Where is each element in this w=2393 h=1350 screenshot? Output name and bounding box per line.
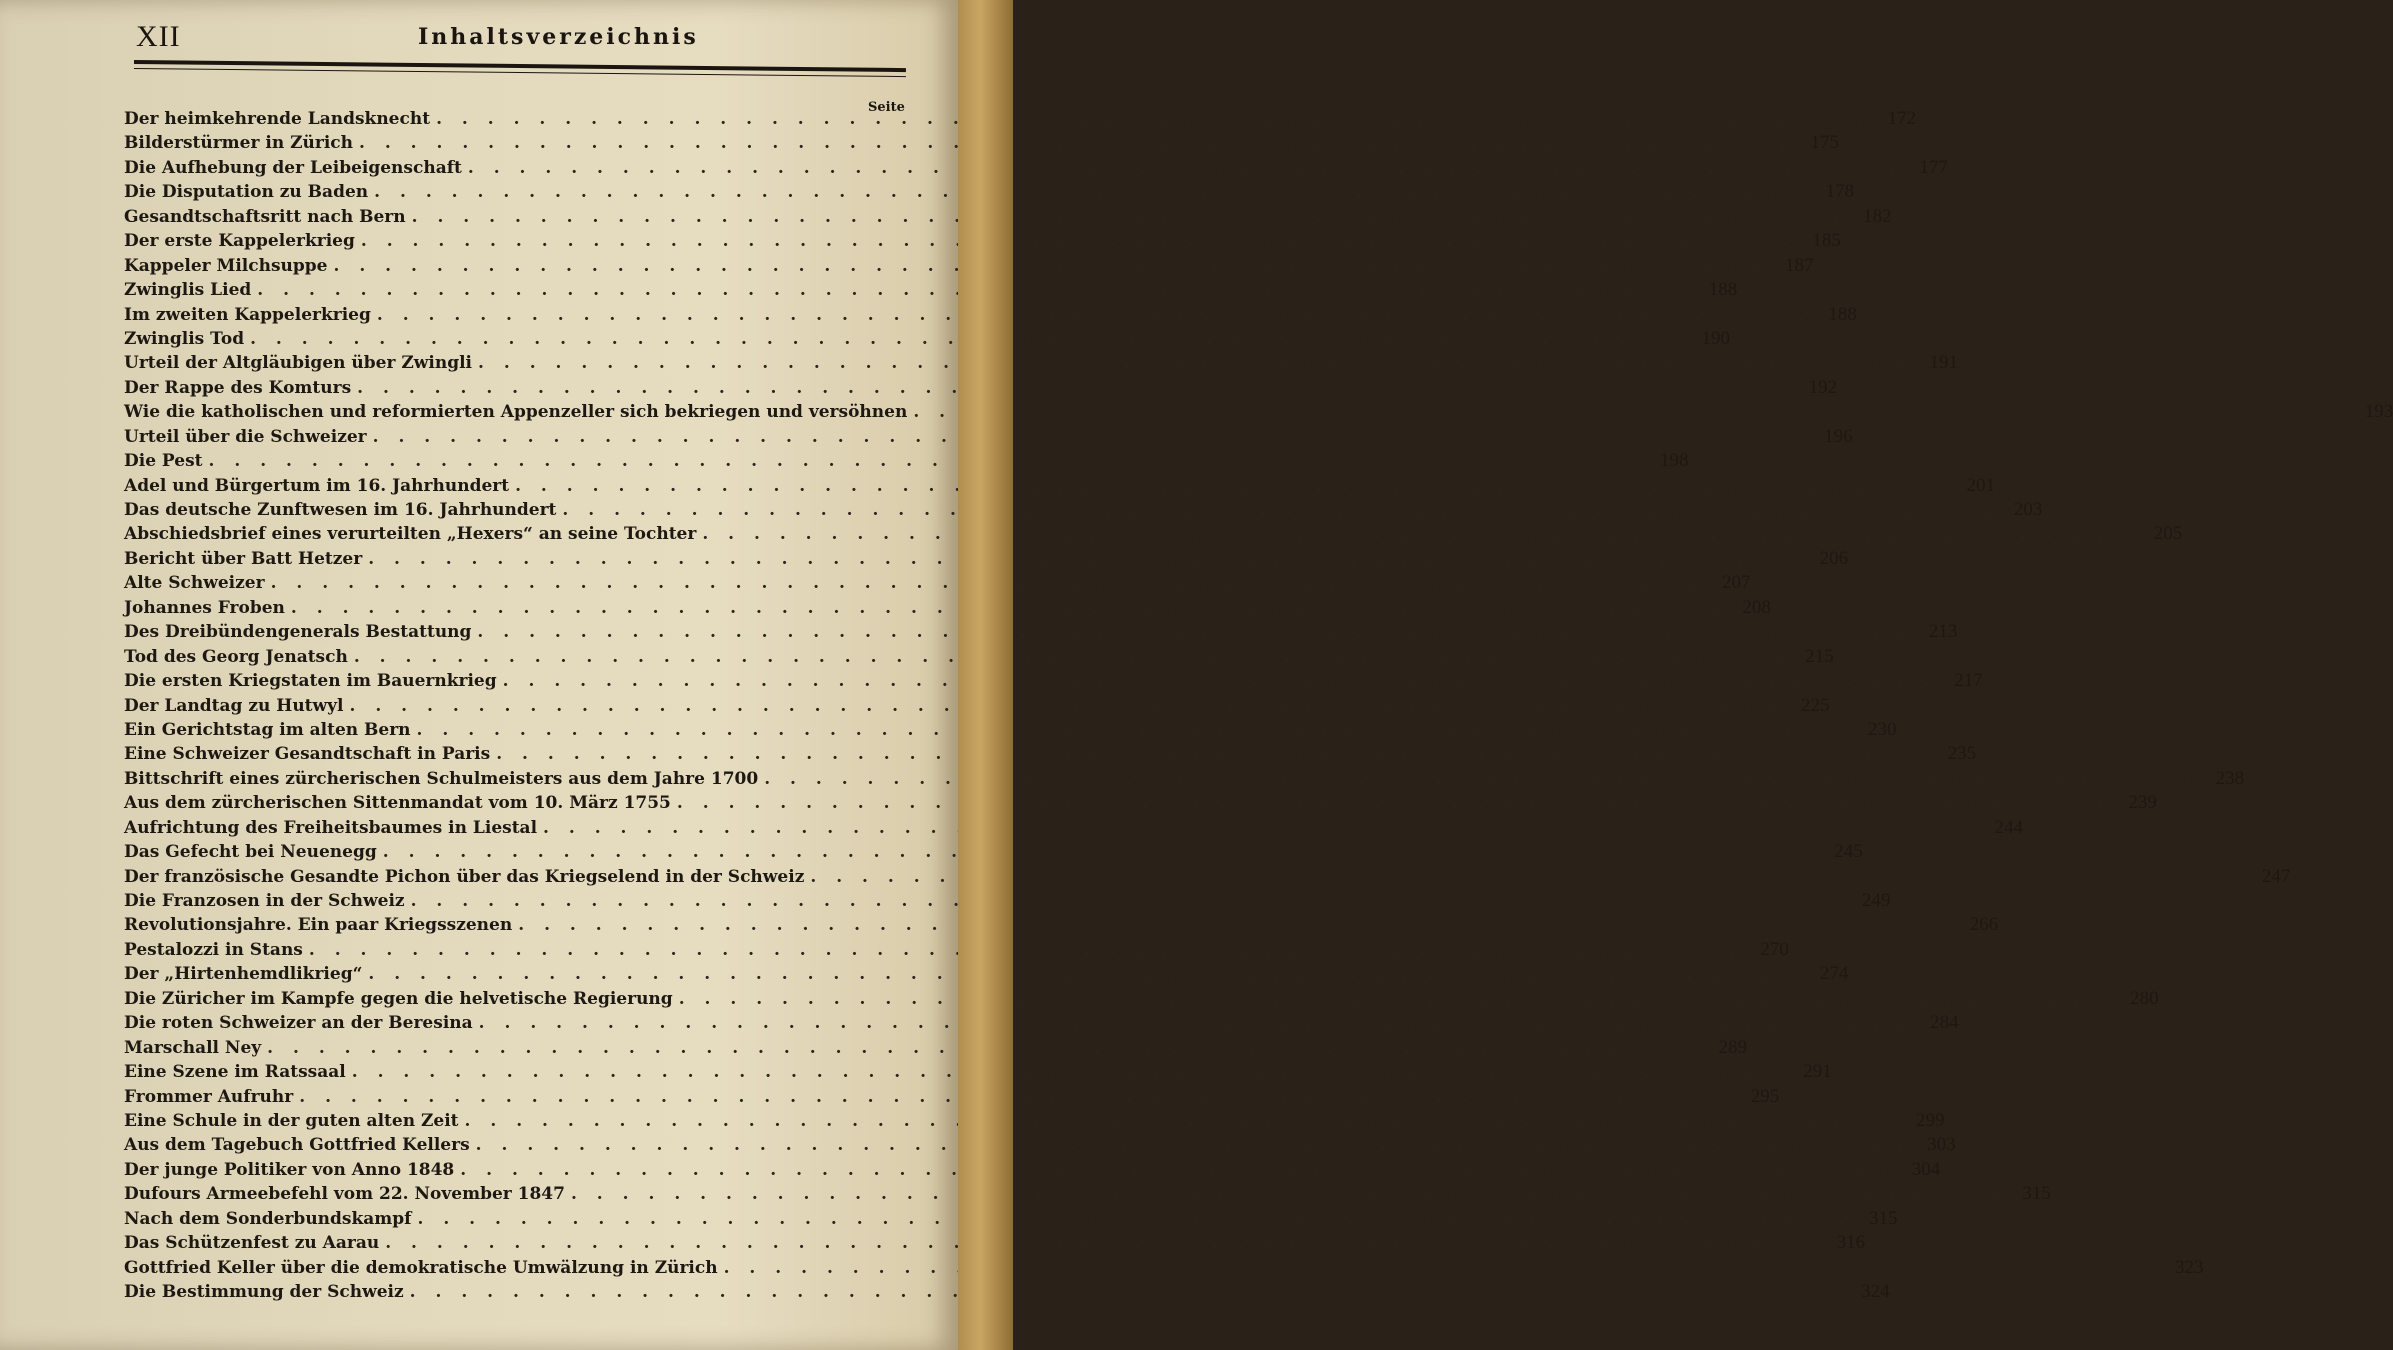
dot-leader (417, 720, 1851, 740)
toc-entry-page: 188 (1708, 279, 1738, 301)
toc-entry (124, 181, 1855, 205)
toc-entry (124, 499, 2043, 523)
toc-entry-page: 244 (1994, 816, 2023, 838)
toc-entry-page: 201 (1966, 474, 1996, 496)
toc-entry-page: 284 (1930, 1012, 1959, 1034)
toc-entry-page: 315 (1868, 1207, 1898, 1229)
toc-entry-title: Frommer Aufruhr (124, 1086, 294, 1107)
dot-leader (724, 1258, 2158, 1278)
toc-entry-title: Die Züricher im Kampfe gegen die helvetische Regierung (124, 988, 673, 1009)
toc-entry (124, 987, 2159, 1012)
toc-entry-title: Der heimkehrende Landsknecht (124, 109, 431, 129)
dot-leader (373, 427, 1807, 447)
toc-entry (124, 596, 1771, 621)
toc-entry-page: 274 (1819, 963, 1849, 985)
toc-entry-title: Kappeler Milchsuppe (124, 255, 328, 276)
toc-entry (124, 1012, 1959, 1036)
dot-leader (334, 256, 1768, 276)
dot-leader (309, 940, 1743, 960)
toc-entry-title: Pestalozzi in Stans (124, 939, 303, 960)
toc-entry-page: 182 (1863, 205, 1892, 227)
dot-leader (476, 1135, 1910, 1155)
toc-entry-title: Aufrichtung des Freiheitsbaumes in Liestal (124, 817, 538, 838)
toc-entry (124, 1061, 1832, 1085)
dot-leader (412, 207, 1846, 227)
toc-entry-page: 207 (1722, 572, 1751, 594)
toc-entry (124, 1085, 1780, 1110)
toc-entry-title: Der französische Gesandte Pichon über das Kriegselend in der Schweiz (124, 866, 805, 887)
toc-entry (124, 914, 1999, 938)
toc-entry-title: Urteil über die Schweizer (124, 426, 367, 447)
dot-leader (515, 476, 1949, 496)
toc-entry-page: 225 (1800, 694, 1830, 716)
toc-entry-page: 172 (1887, 108, 1917, 129)
dot-leader (468, 158, 1902, 178)
toc-entry-title: Wie die katholischen und reformierten Appenzeller sich bekriegen und versöhnen (124, 402, 908, 423)
toc-entry-page: 239 (2128, 792, 2157, 814)
toc-entry-title: Alte Schweizer (124, 573, 265, 594)
table-of-contents (124, 108, 2393, 1305)
toc-entry-page: 206 (1819, 547, 1849, 569)
toc-entry-page: 185 (1812, 230, 1841, 252)
toc-entry-title: Im zweiten Kappelerkrieg (124, 304, 371, 325)
toc-entry-page: 178 (1825, 181, 1855, 203)
toc-entry-page: 303 (1927, 1134, 1956, 1156)
dot-leader (702, 524, 2136, 544)
toc-entry-title: Marschall Ney (124, 1037, 262, 1058)
toc-entry-page: 205 (2153, 523, 2183, 545)
dot-leader (350, 696, 1784, 716)
dot-leader (477, 622, 1911, 642)
toc-entry-page: 245 (1834, 841, 1863, 863)
dot-leader (518, 915, 1952, 935)
header-rule-thick (134, 60, 906, 72)
dot-leader (543, 818, 1977, 838)
toc-entry-page: 299 (1915, 1109, 1945, 1131)
dot-leader (361, 231, 1795, 251)
dot-leader (299, 1087, 1733, 1107)
toc-entry (124, 547, 1849, 572)
dot-leader (359, 133, 1793, 153)
toc-entry-title: Aus dem zürcherischen Sittenmandat vom 10. März 1755 (124, 793, 671, 814)
dot-leader (385, 1233, 1819, 1253)
toc-entry-title: Abschiedsbrief eines verurteilten „Hexers“ an seine Tochter (124, 524, 697, 545)
toc-entry-title: Das deutsche Zunftwesen im 16. Jahrhundert (124, 500, 557, 520)
toc-entry-title: Bericht über Batt Hetzer (124, 548, 363, 569)
dot-leader (810, 867, 2244, 887)
toc-entry-title: Aus dem Tagebuch Gottfried Kellers (124, 1135, 470, 1156)
toc-entry (124, 108, 1917, 132)
toc-entry-title: Zwinglis Lied (124, 280, 252, 301)
page-number: XII (136, 20, 181, 53)
dot-leader (436, 109, 1870, 129)
toc-entry-title: Das Gefecht bei Neuenegg (124, 842, 377, 863)
toc-entry (124, 841, 1863, 865)
toc-entry (124, 572, 1751, 596)
toc-entry-page: 175 (1810, 132, 1839, 154)
toc-entry (124, 523, 2183, 547)
dot-leader (479, 1013, 1913, 1033)
toc-entry (124, 1134, 1956, 1158)
toc-entry-page: 266 (1969, 914, 1999, 936)
dot-leader (562, 500, 1996, 520)
toc-entry-title: Nach dem Sonderbundskampf (124, 1208, 412, 1229)
toc-entry (124, 279, 1738, 303)
toc-entry-title: Der Landtag zu Hutwyl (124, 695, 344, 716)
toc-entry-title: Johannes Froben (124, 597, 285, 618)
toc-entry (124, 1158, 1941, 1183)
toc-entry (124, 670, 1983, 694)
toc-entry (124, 1183, 2051, 1207)
toc-entry-page: 208 (1742, 596, 1771, 618)
dot-leader (478, 353, 1912, 373)
toc-entry (124, 963, 1849, 987)
toc-entry-title: Eine Schule in der guten alten Zeit (124, 1110, 459, 1131)
toc-entry-title: Die ersten Kriegstaten im Bauernkrieg (124, 671, 497, 692)
dot-leader (913, 402, 2347, 422)
toc-entry-page: 191 (1929, 352, 1958, 374)
toc-entry-page: 213 (1928, 621, 1958, 643)
dot-leader (677, 793, 2111, 813)
toc-entry (124, 450, 1689, 474)
page-column-label: Seite (868, 100, 905, 115)
toc-entry-page: 215 (1805, 645, 1834, 667)
toc-entry-title: Die Disputation zu Baden (124, 182, 369, 203)
toc-entry-page: 247 (2261, 865, 2291, 887)
toc-entry-page: 295 (1750, 1085, 1780, 1107)
dot-leader (496, 744, 1930, 764)
dot-leader (209, 451, 1643, 471)
toc-entry (124, 645, 1834, 670)
toc-entry-title: Bittschrift eines zürcherischen Schulmeisters aus dem Jahre 1700 (124, 768, 759, 789)
toc-entry (124, 718, 1897, 743)
toc-entry-page: 177 (1919, 156, 1948, 178)
dot-leader (368, 964, 1802, 984)
dot-leader (417, 1209, 1851, 1229)
toc-entry (124, 621, 1958, 645)
toc-entry (124, 352, 1958, 376)
dot-leader (352, 1062, 1786, 1082)
toc-entry-title: Des Dreibündengenerals Bestattung (124, 622, 472, 643)
toc-entry-title: Das Schützenfest zu Aarau (124, 1233, 380, 1254)
toc-entry (124, 792, 2157, 816)
toc-entry (124, 1232, 1866, 1256)
toc-entry-page: 188 (1828, 303, 1857, 325)
toc-entry-page: 323 (2175, 1256, 2204, 1278)
toc-entry (124, 767, 2245, 792)
toc-entry (124, 230, 1841, 254)
toc-entry-title: Revolutionsjahre. Ein paar Kriegsszenen (124, 915, 513, 936)
page-header (136, 14, 906, 54)
dot-leader (357, 378, 1791, 398)
toc-entry-title: Dufours Armeebefehl vom 22. November 1847 (124, 1184, 565, 1205)
toc-entry-title: Bilderstürmer in Zürich (124, 133, 353, 154)
dot-leader (377, 305, 1811, 325)
toc-entry-page: 230 (1868, 718, 1897, 740)
toc-entry-page: 291 (1803, 1061, 1832, 1083)
toc-entry-page: 270 (1760, 938, 1789, 960)
dot-leader (571, 1184, 2005, 1204)
toc-entry-title: Die Franzosen in der Schweiz (124, 891, 405, 911)
book-gutter (958, 0, 1013, 1350)
running-title: Inhaltsverzeichnis (418, 24, 699, 50)
dot-leader (465, 1111, 1899, 1131)
toc-entry-title: Die Bestimmung der Schweiz (124, 1282, 404, 1302)
toc-entry-title: Der „Hirtenhemdlikrieg“ (124, 964, 363, 985)
toc-entry-page: 196 (1824, 425, 1853, 447)
dot-leader (503, 671, 1937, 691)
toc-entry-title: Ein Gerichtstag im alten Bern (124, 719, 411, 740)
toc-entry (124, 816, 2023, 841)
toc-entry (124, 205, 1892, 230)
toc-entry-page: 324 (1861, 1281, 1890, 1302)
toc-entry (124, 132, 1839, 156)
toc-entry-title: Zwinglis Tod (124, 328, 245, 349)
toc-entry (124, 890, 1891, 914)
toc-entry-page: 193 (2364, 401, 2393, 423)
toc-entry (124, 376, 1838, 401)
toc-entry (124, 1109, 1945, 1134)
toc-entry-title: Tod des Georg Jenatsch (124, 646, 348, 667)
dot-leader (374, 182, 1808, 202)
toc-entry (124, 694, 1830, 719)
dot-leader (354, 647, 1788, 667)
toc-entry (124, 303, 1857, 328)
dot-leader (679, 989, 2113, 1009)
toc-entry-page: 203 (2013, 499, 2043, 520)
toc-entry-page: 217 (1954, 670, 1983, 692)
dot-leader (368, 549, 1802, 569)
toc-entry-title: Der Rappe des Komturs (124, 377, 352, 398)
toc-entry (124, 425, 1853, 450)
toc-entry-page: 315 (2022, 1183, 2051, 1205)
toc-entry-page: 187 (1784, 254, 1814, 276)
toc-entry-title: Eine Schweizer Gesandtschaft in Paris (124, 744, 491, 765)
toc-entry (124, 327, 1731, 352)
toc-entry-title: Adel und Bürgertum im 16. Jahrhundert (124, 475, 510, 496)
toc-entry-title: Die roten Schweizer an der Beresina (124, 1013, 473, 1034)
dot-leader (411, 891, 1845, 911)
toc-entry-page: 304 (1911, 1158, 1941, 1180)
dot-leader (383, 842, 1817, 862)
toc-entry (124, 1281, 1890, 1305)
dot-leader (460, 1160, 1894, 1180)
toc-entry-page: 192 (1808, 376, 1838, 398)
toc-entry-page: 190 (1701, 327, 1731, 349)
toc-entry (124, 938, 1789, 963)
toc-entry-page: 249 (1862, 890, 1891, 911)
toc-entry (124, 254, 1814, 279)
toc-entry-title: Die Pest (124, 451, 203, 472)
toc-entry-page: 316 (1836, 1232, 1866, 1254)
toc-entry-page: 289 (1718, 1036, 1748, 1058)
toc-entry (124, 474, 1996, 499)
toc-entry (124, 1036, 1748, 1061)
toc-entry-page: 235 (1947, 743, 1977, 765)
toc-entry-title: Der erste Kappelerkrieg (124, 231, 355, 252)
toc-entry (124, 1207, 1898, 1232)
toc-entry-page: 198 (1659, 450, 1689, 472)
toc-entry (124, 743, 1977, 767)
toc-entry-page: 280 (2130, 987, 2159, 1009)
toc-entry (124, 1256, 2204, 1281)
toc-entry (124, 401, 2393, 425)
toc-entry-title: Urteil der Altgläubigen über Zwingli (124, 353, 473, 374)
toc-entry-title: Eine Szene im Ratssaal (124, 1062, 346, 1083)
toc-entry-title: Der junge Politiker von Anno 1848 (124, 1159, 455, 1180)
toc-entry (124, 865, 2291, 890)
toc-entry (124, 156, 1948, 181)
toc-entry-title: Gesandtschaftsritt nach Bern (124, 206, 406, 227)
toc-entry-page: 238 (2215, 767, 2245, 789)
dot-leader (410, 1282, 1844, 1302)
toc-entry-title: Die Aufhebung der Leibeigenschaft (124, 157, 462, 178)
toc-entry-title: Gottfried Keller über die demokratische Umwälzung in Zürich (124, 1257, 718, 1278)
